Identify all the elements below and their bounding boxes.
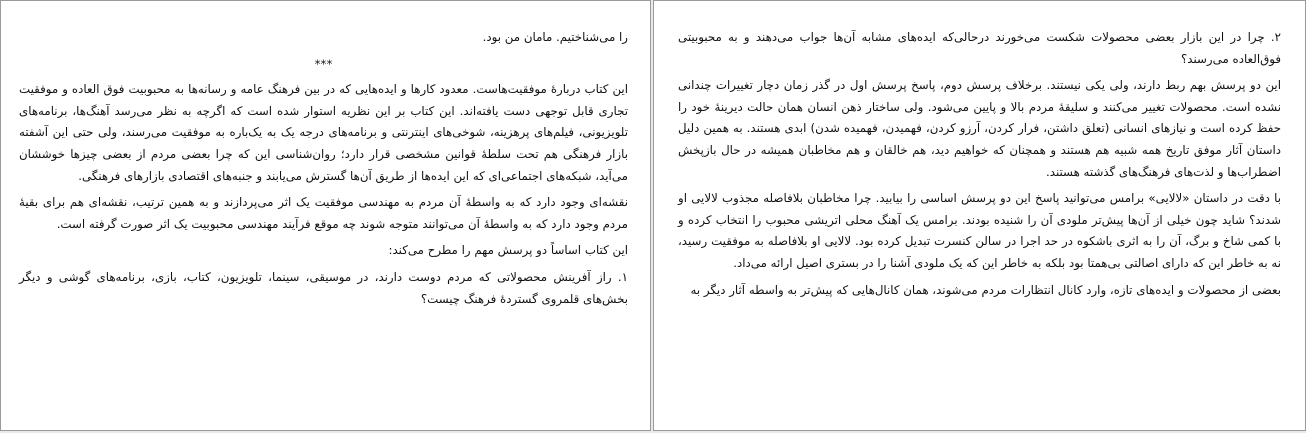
section-separator: *** [314, 56, 333, 71]
paragraph: را می‌شناختیم. مامان من بود. [482, 30, 628, 44]
paragraph: ۱. راز آفرینش محصولاتی که مردم دوست دارند، در موسیقی، سینما، تلویزیون، کتاب، بازی، برنامه‌های گوشی و دیگر بخش‌های قلمروی گستردهٔ فرهنگ چیست؟ [19, 269, 628, 306]
paragraph: بعضی از محصولات و ایده‌های تازه، وارد کانال انتظارات مردم می‌شوند، همان کانال‌هایی که پیش‌تر به واسطه آثار دیگر به [690, 282, 1281, 297]
paragraph: نقشه‌ای وجود دارد که به واسطهٔ آن مردم به مهندسی موفقیت یک اثر می‌پردازند و به همین ترتیب، نقشه‌ای هم برای بقیهٔ مردم وجود دارد که به واسطهٔ آن می‌توانند متوجه شوند چه موقع فرآیند مهندسی محبوبیت یک اثر صورت گرفته است. [19, 195, 628, 231]
left-page-text [19, 27, 628, 315]
paragraph: ۲. چرا در این بازار بعضی محصولات شکست می‌خورند درحالی‌که ایده‌های مشابه آن‌ها جواب می‌دهند و به محبوبیتی فوق‌العاده می‌رسند؟ [678, 30, 1281, 66]
right-page-text [678, 27, 1281, 306]
right-page [653, 0, 1306, 431]
left-page [0, 0, 651, 431]
paragraph: این دو پرسش بهم ربط دارند، ولی یکی نیستند. برخلاف پرسش دوم، پاسخ پرسش اول در گذر زمان دچار تغییرات چندانی نشده است. محصولات تغییر می‌کنند و سلیقهٔ مردم بالا و پایین می‌شود. ولی ساختار ذهن انسان همان حالت دیرینهٔ خود را حفظ کرده است و نیازهای انسانی (تعلق داشتن، فرار کردن، آرزو کردن، فهمیدن، فهمیده شدن) ابدی هستند. به همین دلیل داستان آثار موفق تاریخ همه شبیه هم هستند و همچنان که خواهیم دید، هم خالقان و هم مخاطبان همیشه در حال بازپخش اضطراب‌ها و لذت‌های فرهنگ‌های گذشته هستند. [678, 78, 1281, 179]
paragraph: با دقت در داستان «لالایی» برامس می‌توانید پاسخ این دو پرسش اساسی را بیابید. چرا مخاطبان بلافاصله مجذوب لالایی او شدند؟ شاید چون خیلی از آن‌ها پیش‌تر ملودی آن را شنیده بودند. برامس یک آهنگ محلی اتریشی محبوب را انتخاب کرده و با کمی شاخ و برگ، آن را به اثری باشکوه در حد اجرا در سالن کنسرت تبدیل کرده بود. لالایی او بلافاصله به موفقیت رسید، نه به خاطر این که دارای اصالتی بی‌همتا بود بلکه به خاطر این که یک ملودی آشنا را در بستری اصیل ارائه می‌داد. [678, 191, 1281, 270]
paragraph: این کتاب اساساً دو پرسش مهم را مطرح می‌کند: [388, 243, 628, 258]
paragraph: این کتاب دربارهٔ موفقیت‌هاست. معدود کارها و ایده‌هایی که در بین فرهنگ عامه و رسانه‌ها به محبوبیت فوق العاده و موفقیت تجاری قابل توجهی دست یافته‌اند. این کتاب بر این نظریه استوار شده است که اگرچه به نظر می‌رسد آهنگ‌ها، برنامه‌های تلویزیونی، فیلم‌های پرهزینه، شوخی‌های اینترنتی و برنامه‌های درجه یک به یک‌باره به موفقیت می‌رسند، ولی حتی این آشفته بازار فرهنگی هم تحت سلطهٔ قوانین مشخصی قرار دارد؛ روان‌شناسی این که چرا بعضی مردم از بعضی چیزها خوششان می‌آید، شبکه‌های اجتماعی‌ای که این ایده‌ها از طریق آن‌ها گسترش می‌یابند و جنبه‌های اقتصادی بازارهای فرهنگی. [19, 82, 628, 183]
